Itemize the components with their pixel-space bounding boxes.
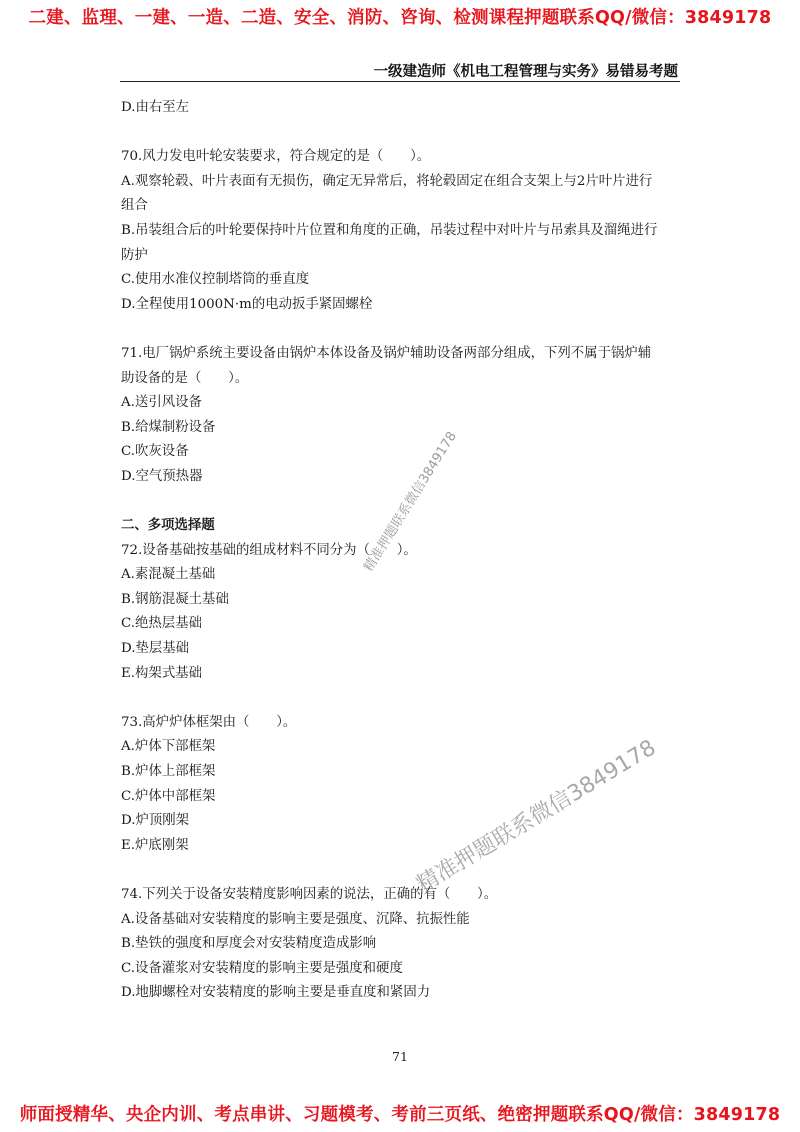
option-line: D.地脚螺栓对安装精度的影响主要是垂直度和紧固力 (121, 985, 431, 1001)
question-stem: 助设备的是（ ）。 (121, 370, 249, 386)
section-multi-choice (121, 514, 691, 686)
option-line: E.炉底刚架 (121, 837, 189, 853)
option-line: 防护 (121, 247, 148, 263)
option-line: E.构架式基础 (121, 665, 202, 681)
bottom-promo-banner: 师面授精华、央企内训、考点串讲、习题模考、考前三页纸、绝密押题联系QQ/微信：3849178 (19, 1105, 781, 1125)
option-line: 组合 (121, 198, 148, 214)
option-line: B.吊装组合后的叶轮要保持叶片位置和角度的正确，吊装过程中对叶片与吊索具及溜绳进行 (121, 222, 658, 238)
option-line: B.炉体上部框架 (121, 764, 216, 780)
section-title: 二、多项选择题 (121, 518, 215, 534)
option-line: A.素混凝土基础 (121, 567, 216, 583)
page-number: 71 (392, 1049, 408, 1064)
page-content (121, 96, 691, 1006)
option-line: C.炉体中部框架 (121, 788, 216, 804)
header-rule (120, 81, 680, 82)
option-line: D.由右至左 (121, 100, 190, 115)
question-stem: 74.下列关于设备安装精度影响因素的说法，正确的有（ ）。 (121, 887, 498, 902)
question-stem: 73.高炉炉体框架由（ ）。 (121, 714, 297, 730)
question-stem: 72.设备基础按基础的组成材料不同分为（ ）。 (121, 542, 417, 558)
option-line: B.垫铁的强度和厚度会对安装精度造成影响 (121, 936, 377, 952)
option-line: A.送引风设备 (121, 395, 202, 411)
question-74 (121, 883, 691, 1006)
option-line: A.设备基础对安装精度的影响主要是强度、沉降、抗振性能 (121, 911, 470, 927)
option-line: D.垫层基础 (121, 641, 190, 657)
option-line: D.全程使用1000N·m的电动扳手紧固螺栓 (121, 296, 373, 312)
question-stem: 71.电厂锅炉系统主要设备由锅炉本体设备及锅炉辅助设备两部分组成，下列不属于锅炉辅 (121, 345, 652, 361)
option-line: B.钢筋混凝土基础 (121, 591, 229, 607)
question-stem: 70.风力发电叶轮安装要求，符合规定的是（ ）。 (121, 149, 431, 165)
option-line: C.使用水准仪控制塔筒的垂直度 (121, 272, 310, 288)
running-header-title: 一级建造师《机电工程管理与实务》易错易考题 (373, 64, 678, 80)
option-line: A.炉体下部框架 (121, 739, 216, 755)
option-line: C.绝热层基础 (121, 616, 202, 632)
option-line: C.设备灌浆对安装精度的影响主要是强度和硬度 (121, 960, 403, 976)
option-line: B.给煤制粉设备 (121, 419, 216, 435)
option-line: D.炉顶刚架 (121, 813, 190, 829)
question-70 (121, 145, 691, 317)
watermark-small: 精准押题联系微信3849178 (361, 429, 460, 575)
option-line: A.观察轮毂、叶片表面有无损伤，确定无异常后，将轮毂固定在组合支架上与2片叶片进行 (121, 173, 653, 189)
question-71 (121, 342, 691, 490)
watermark-large: 精准押题联系微信3849178 (412, 735, 661, 898)
top-promo-banner: 二建、监理、一建、一造、二造、安全、消防、咨询、检测课程押题联系QQ/微信：3849178 (28, 8, 772, 28)
option-line: D.空气预热器 (121, 468, 203, 484)
option-line: C.吹灰设备 (121, 444, 189, 460)
